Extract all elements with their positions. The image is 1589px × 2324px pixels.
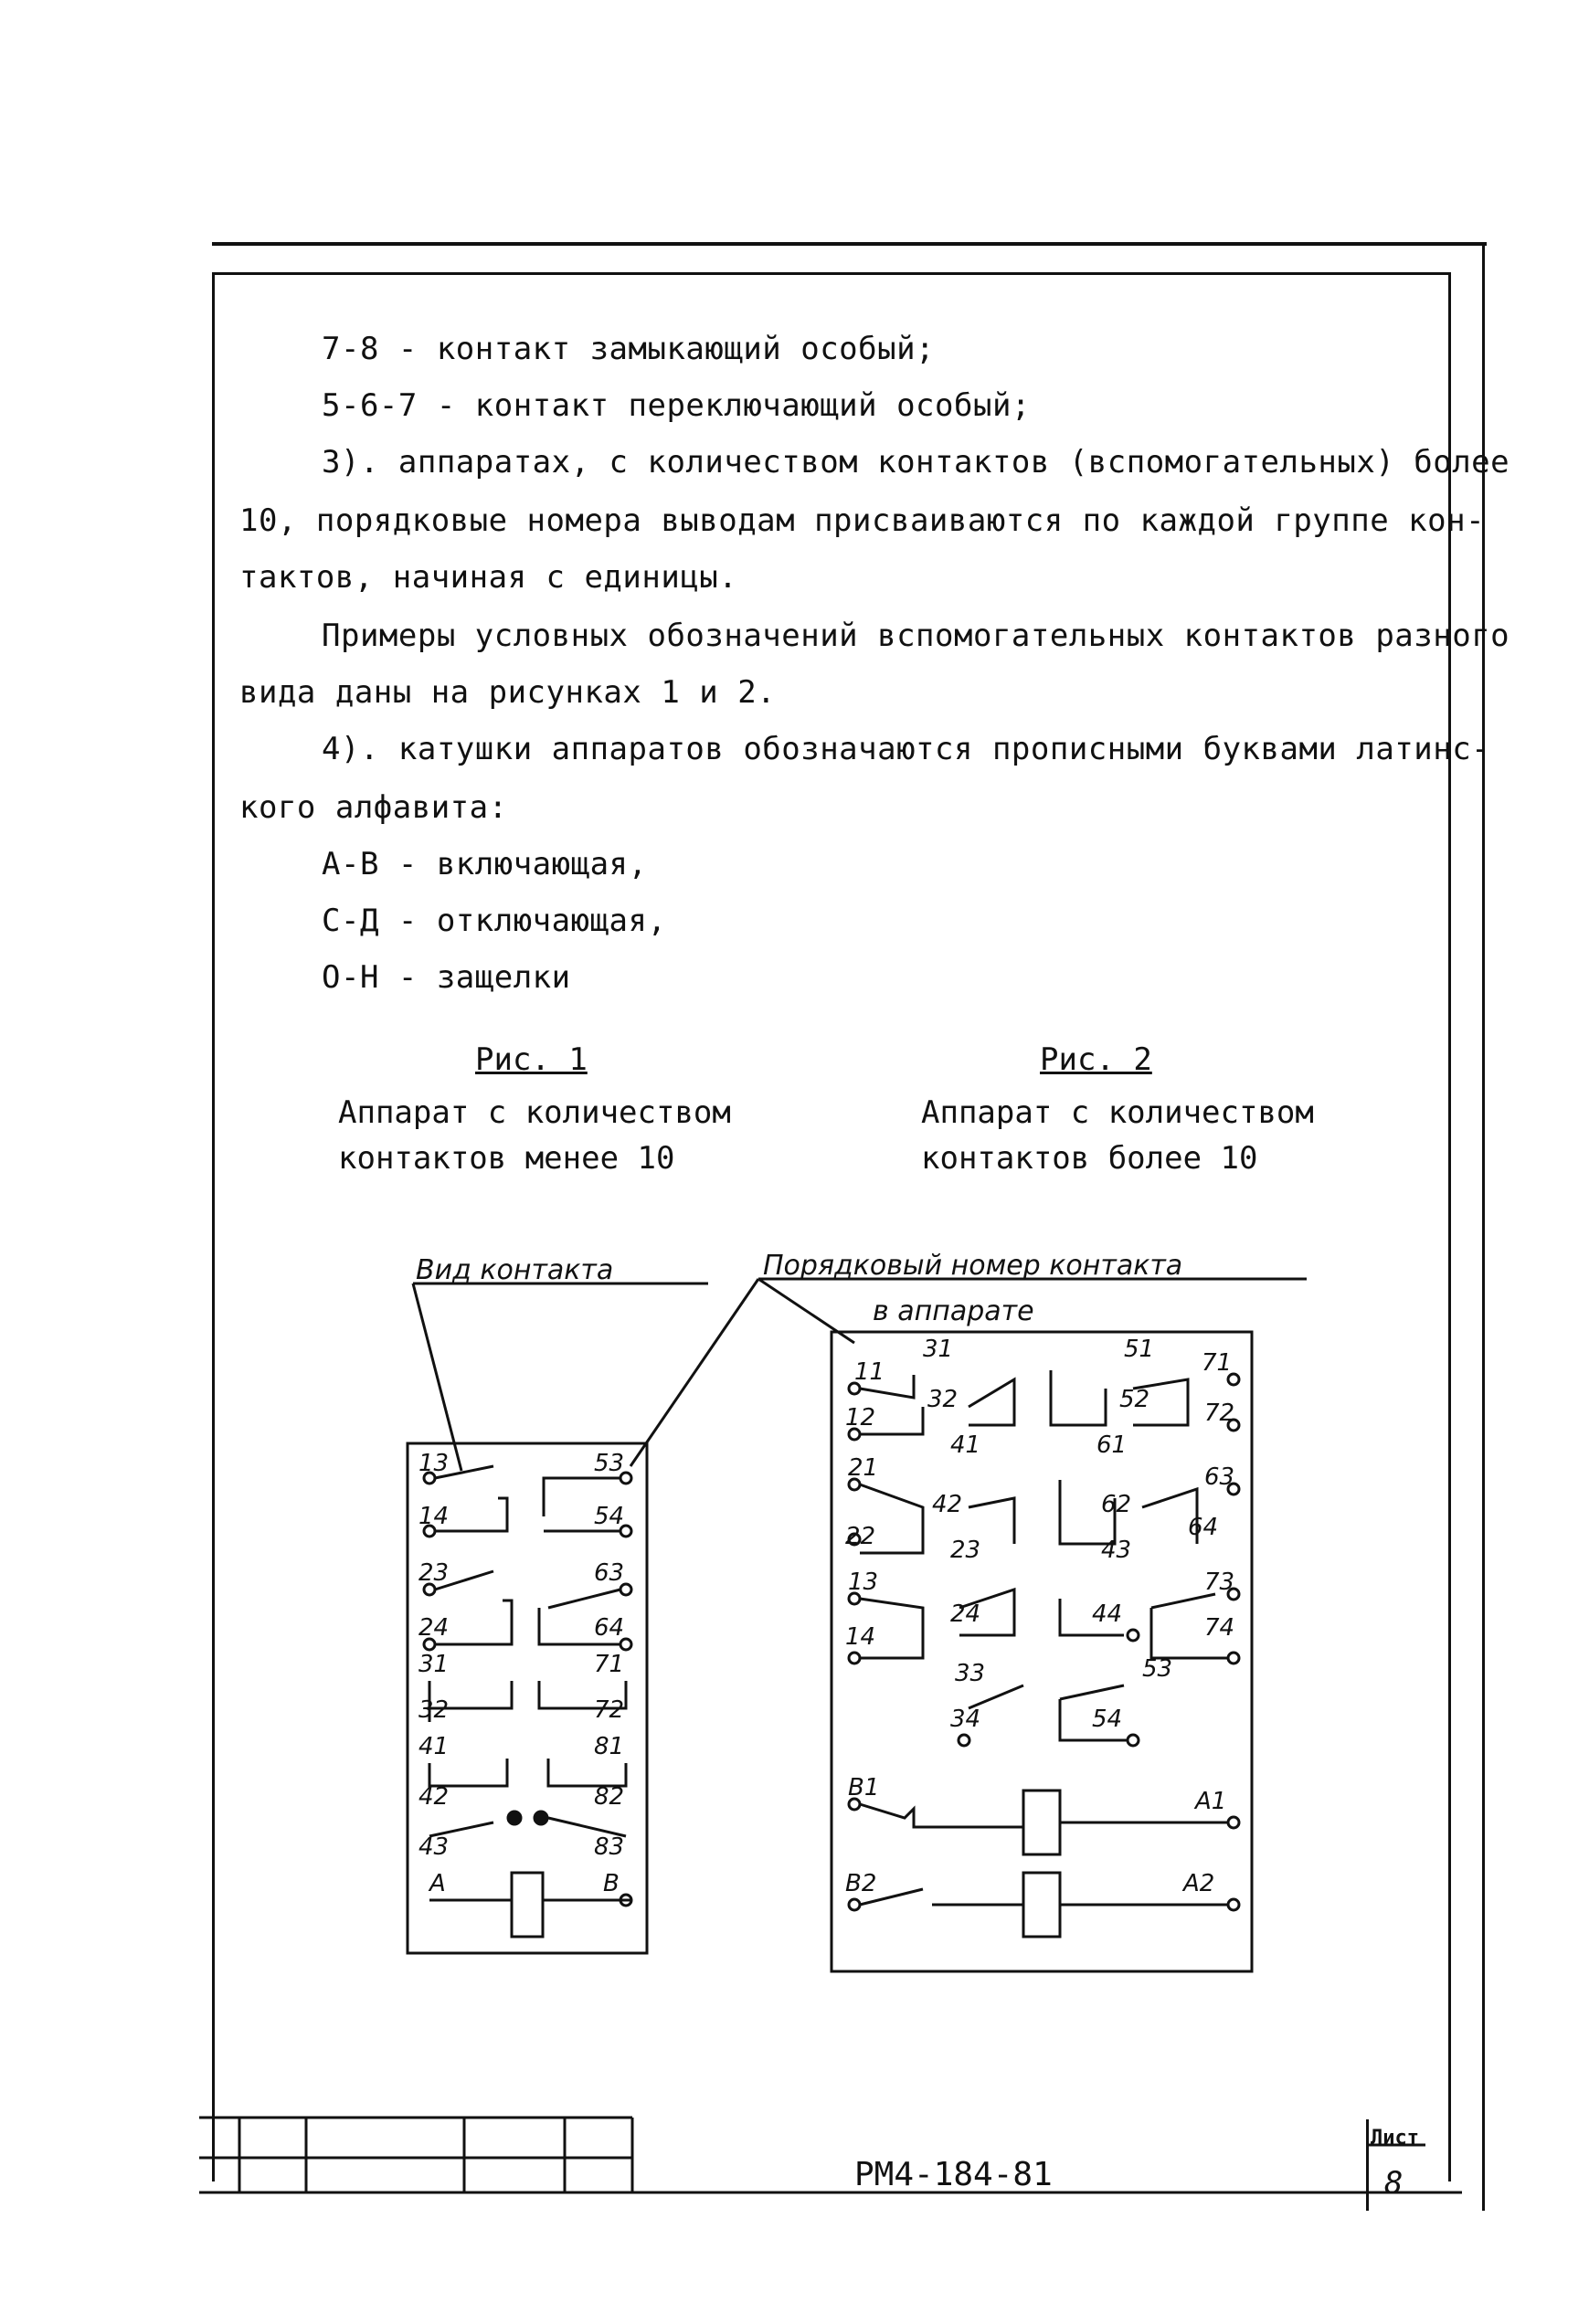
fig2-label: 34 bbox=[950, 1706, 981, 1733]
fig1-label: A bbox=[429, 1870, 446, 1897]
fig1-label: 43 bbox=[418, 1833, 450, 1861]
paragraph-line: 5-6-7 - контакт переключающий особый; bbox=[322, 387, 1031, 424]
fig2-label: 21 bbox=[848, 1454, 879, 1482]
document-code: РМ4-184-81 bbox=[854, 2156, 1053, 2193]
fig2-coil-label: B1 bbox=[848, 1774, 880, 1801]
figure-1-caption: Аппарат с количеством bbox=[338, 1094, 731, 1131]
figure-1-title: Рис. 1 bbox=[475, 1041, 588, 1078]
figure-1-caption: контактов менее 10 bbox=[338, 1140, 675, 1177]
fig1-label: 81 bbox=[594, 1733, 625, 1760]
fig1-label: 31 bbox=[418, 1651, 450, 1678]
fig2-label: 11 bbox=[854, 1358, 885, 1386]
fig2-label: 43 bbox=[1101, 1537, 1132, 1564]
fig2-coil-label: B2 bbox=[845, 1870, 877, 1897]
fig2-label: 53 bbox=[1142, 1655, 1173, 1683]
paragraph-line: 10, порядковые номера выводам присваиваются по каждой группе кон- bbox=[239, 502, 1486, 539]
fig2-label: 41 bbox=[950, 1431, 981, 1459]
figure-2-title: Рис. 2 bbox=[1040, 1041, 1152, 1078]
fig2-label: 44 bbox=[1092, 1600, 1123, 1628]
figure-2-caption: контактов более 10 bbox=[921, 1140, 1258, 1177]
fig2-label: 14 bbox=[845, 1623, 876, 1651]
sheet-label: Лист bbox=[1371, 2127, 1419, 2150]
paragraph-line: А-В - включающая, bbox=[322, 846, 648, 882]
fig1-label: 64 bbox=[594, 1614, 625, 1642]
fig2-label: 52 bbox=[1119, 1386, 1150, 1413]
paragraph-line: 4). катушки аппаратов обозначаются прописными буквами латинс- bbox=[322, 731, 1491, 767]
fig2-label: 33 bbox=[955, 1660, 986, 1687]
fig2-label: 72 bbox=[1204, 1400, 1235, 1427]
fig1-label: 13 bbox=[418, 1450, 450, 1477]
fig2-label: 22 bbox=[845, 1523, 876, 1550]
fig2-label: 73 bbox=[1204, 1569, 1235, 1596]
fig2-label: 32 bbox=[927, 1386, 959, 1413]
paragraph-line: Примеры условных обозначений вспомогательных контактов разного bbox=[322, 618, 1510, 654]
paragraph-line: С-Д - отключающая, bbox=[322, 903, 667, 939]
fig2-label: 24 bbox=[950, 1600, 981, 1628]
callout-contact-number: Порядковый номер контакта bbox=[763, 1250, 1183, 1282]
fig2-label: 31 bbox=[923, 1336, 954, 1363]
paragraph-line: тактов, начиная с единицы. bbox=[239, 559, 738, 596]
fig1-label: B bbox=[603, 1870, 620, 1897]
callout-contact-type: Вид контакта bbox=[416, 1254, 614, 1286]
fig1-label: 24 bbox=[418, 1614, 450, 1642]
fig1-label: 53 bbox=[594, 1450, 625, 1477]
fig2-coil-label: A1 bbox=[1195, 1788, 1227, 1815]
fig1-label: 54 bbox=[594, 1503, 625, 1530]
fig1-label: 14 bbox=[418, 1503, 450, 1530]
fig1-label: 42 bbox=[418, 1783, 450, 1811]
fig2-label: 12 bbox=[845, 1404, 876, 1431]
fig2-label: 63 bbox=[1204, 1463, 1235, 1491]
paragraph-line: 3). аппаратах, с количеством контактов (вспомогательных) более bbox=[322, 444, 1510, 481]
fig2-contacts bbox=[849, 1370, 1239, 1937]
sheet-number: 8 bbox=[1384, 2165, 1404, 2202]
fig2-label: 61 bbox=[1096, 1431, 1128, 1459]
fig2-label: 42 bbox=[932, 1491, 963, 1518]
fig2-coil-label: A2 bbox=[1183, 1870, 1215, 1897]
fig1-label: 83 bbox=[594, 1833, 625, 1861]
fig2-label: 62 bbox=[1101, 1491, 1132, 1518]
fig2-label: 71 bbox=[1202, 1349, 1233, 1377]
fig2-label: 54 bbox=[1092, 1706, 1123, 1733]
fig2-label: 13 bbox=[848, 1569, 879, 1596]
fig1-label: 41 bbox=[418, 1733, 450, 1760]
paragraph-line: кого алфавита: bbox=[239, 789, 508, 826]
fig2-label: 51 bbox=[1124, 1336, 1155, 1363]
paragraph-line: вида даны на рисунках 1 и 2. bbox=[239, 674, 777, 711]
fig1-label: 82 bbox=[594, 1783, 625, 1811]
fig2-label: 23 bbox=[950, 1537, 981, 1564]
paragraph-line: О-Н - защелки bbox=[322, 959, 571, 996]
figure-2-caption: Аппарат с количеством bbox=[921, 1094, 1314, 1131]
leader-line bbox=[630, 1279, 758, 1466]
fig1-label: 23 bbox=[418, 1559, 450, 1587]
callout-contact-number: в аппарате bbox=[873, 1295, 1034, 1327]
fig1-label: 32 bbox=[418, 1696, 450, 1724]
paragraph-line: 7-8 - контакт замыкающий особый; bbox=[322, 331, 936, 367]
fig2-label: 64 bbox=[1188, 1514, 1219, 1541]
fig1-label: 63 bbox=[594, 1559, 625, 1587]
fig2-label: 74 bbox=[1204, 1614, 1235, 1642]
fig1-label: 71 bbox=[594, 1651, 625, 1678]
fig1-label: 72 bbox=[594, 1696, 625, 1724]
